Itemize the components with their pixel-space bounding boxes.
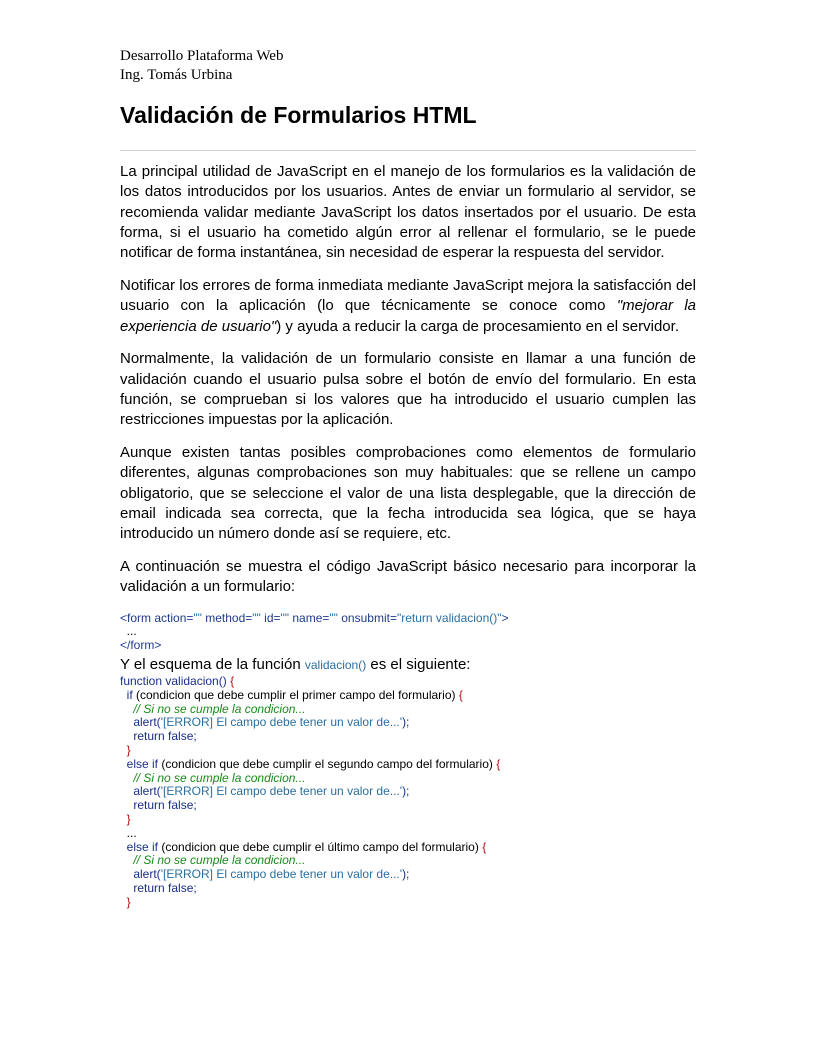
document-body: [120, 162, 696, 910]
code-block-form: [120, 612, 696, 653]
code-brace-close: }: [120, 812, 131, 826]
code-brace-close: }: [120, 894, 131, 909]
code-alert-end: );: [402, 867, 410, 882]
code-brace-open: {: [482, 839, 487, 854]
code-comment: // Si no se cumple la condicion...: [120, 853, 306, 868]
code-alert-message: '[ERROR] El campo debe tener un valor de...': [160, 784, 403, 799]
code-form-open: <form action=: [120, 610, 194, 625]
code-attr-id: id=: [260, 610, 281, 625]
schema-sentence-before: Y el esquema de la función: [120, 656, 305, 674]
code-function-declaration: function validacion(): [120, 674, 231, 689]
code-comment: // Si no se cumple la condicion...: [120, 701, 306, 716]
title-divider: [120, 150, 696, 151]
paragraph-1: La principal utilidad de JavaScript en el manejo de los formularios es la validación de los datos introducidos por los usuarios. Antes de enviar un formulario al servidor, se recomienda validar mediante JavaScript los datos insertados por el usuario. De esta forma, si el usuario ha cometido algún error al rellenar el formulario, se le puede notificar de forma instantánea, sin necesidad de esperar la respuesta del servidor.: [120, 163, 696, 262]
paragraph-3: Normalmente, la validación de un formulario consiste en llamar a una función de validación cuando el usuario pulsa sobre el botón de envío del formulario. En esta función, se comprueban si los valores que ha introducido el usuario cumplen las restricciones impuestas por la aplicación.: [120, 350, 696, 429]
schema-sentence-after: es el siguiente:: [366, 656, 471, 674]
paragraph-2-text-b: ) y ayuda a reducir la carga de procesamiento en el servidor.: [276, 317, 679, 335]
code-brace-open: {: [496, 756, 501, 771]
paragraph-2: [120, 276, 696, 337]
header-author: Ing. Tomás Urbina: [120, 67, 233, 83]
code-form-open-end: >: [501, 610, 509, 625]
code-attr-method-value: "": [252, 610, 261, 625]
document-header: [120, 47, 283, 85]
code-alert-call: alert(: [120, 715, 161, 730]
code-attr-method: method=: [201, 610, 253, 625]
code-attr-id-value: "": [280, 610, 290, 625]
code-if-condition-first: (condicion que debe cumplir el primer campo del formulario): [136, 687, 459, 702]
code-form-ellipsis: ...: [120, 624, 137, 639]
code-return-false: return false;: [120, 798, 197, 813]
page-title: Validación de Formularios HTML: [120, 102, 477, 128]
paragraph-4: Aunque existen tantas posibles comprobaciones como elementos de formulario diferentes, algunas comprobaciones son muy habituales: que se rellene un campo obligatorio, que se seleccione el valor de una lista desplegable, que la dirección de email indicada sea correcta, que la fecha introducida sea lógica, que se haya introducido un número donde así se requiere, etc.: [120, 444, 696, 543]
paragraph-2-text-a: Notificar los errores de forma inmediata mediante JavaScript mejora la satisfacción del usuario con la aplicación (lo que técnicamente se conoce como: [120, 276, 696, 315]
code-block-function: [120, 675, 696, 910]
code-alert-call: alert(: [120, 784, 161, 799]
code-return-false: return false;: [120, 729, 197, 744]
code-attr-onsubmit: onsubmit=: [337, 610, 397, 625]
code-brace-close: }: [120, 743, 131, 758]
code-attr-name: name=: [289, 610, 330, 625]
code-form-close: </form>: [120, 638, 162, 653]
code-alert-call: alert(: [120, 867, 161, 882]
paragraph-2-emphasis: "mejorar la experiencia de usuario": [120, 297, 696, 335]
code-attr-name-value: "": [329, 610, 338, 625]
code-else-if-keyword: else if: [120, 839, 162, 854]
paragraph-5: A continuación se muestra el código JavaScript básico necesario para incorporar la validación a un formulario:: [120, 558, 696, 596]
code-attr-onsubmit-value: "return validacion()": [396, 610, 502, 625]
code-brace-open: {: [230, 674, 235, 689]
schema-sentence-function: validacion(): [304, 658, 367, 673]
code-else-if-condition-second: (condicion que debe cumplir el segundo campo del formulario): [161, 756, 497, 771]
code-alert-message: '[ERROR] El campo debe tener un valor de...': [160, 715, 403, 730]
header-course: Desarrollo Plataforma Web: [120, 48, 284, 64]
code-else-if-keyword: else if: [120, 756, 162, 771]
code-attr-action-value: "": [193, 610, 202, 625]
code-if-keyword: if: [120, 687, 137, 702]
code-ellipsis: ...: [120, 825, 137, 840]
code-else-if-condition-last: (condicion que debe cumplir el último campo del formulario): [161, 839, 483, 854]
code-return-false: return false;: [120, 880, 197, 895]
code-comment: // Si no se cumple la condicion...: [120, 770, 306, 785]
code-alert-message: '[ERROR] El campo debe tener un valor de...': [160, 867, 403, 882]
schema-sentence: [120, 655, 696, 675]
code-alert-end: );: [402, 784, 410, 799]
code-alert-end: );: [402, 715, 410, 730]
code-brace-open: {: [458, 687, 463, 702]
